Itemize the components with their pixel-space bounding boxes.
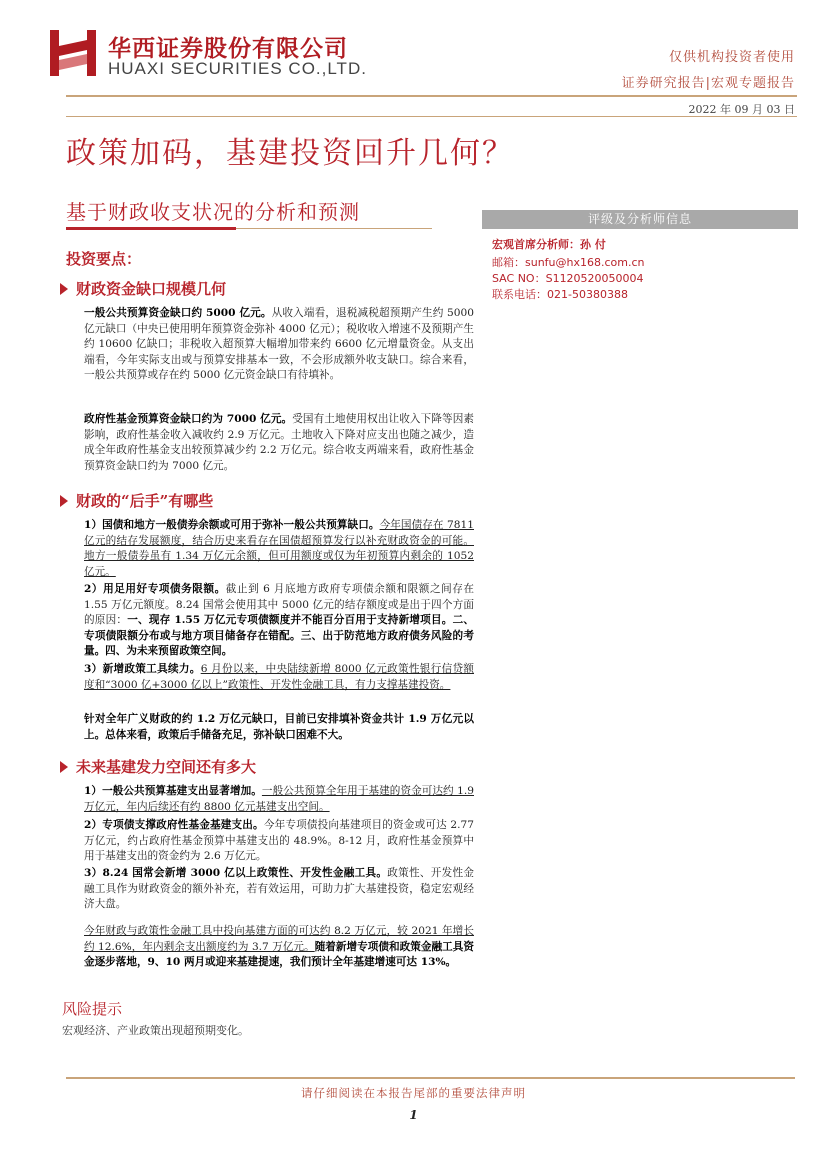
triangle-bullet-icon bbox=[60, 761, 68, 773]
date-divider bbox=[66, 116, 797, 117]
analyst-email[interactable]: 邮箱：sunfu@hx168.com.cn bbox=[492, 256, 645, 269]
paragraph-budget-gap: 一般公共预算资金缺口约 5000 亿元。从收入端看，退税减税超预期产生约 5000 亿元缺口（中央已使用明年预算资金弥补 4000 亿元）；税收收入增速不及预期产生约 10600 亿缺口；非税收入超预算大幅增加带来约 6600 亿元增量资金。从支出端看，今年实际支出或与预算安排基本一致，不会形成额外收支缺口。综合来看，一般公共预算或存在约 5000 亿元资金缺口有待填补。 bbox=[84, 307, 474, 382]
report-title: 政策加码，基建投资回升几何？ bbox=[66, 136, 514, 171]
paragraph-special-bond-infra: 2）专项债支撑政府性基金基建支出。今年专项债投向基建项目的资金或可达 2.77 万亿元，约占政府性基金预算中基建支出的 48.9%。8-12 月，政府性基金预算中用于基建支出的资金约为 2.6 万亿元。 bbox=[84, 819, 474, 863]
analyst-phone: 联系电话：021-50380388 bbox=[492, 288, 628, 301]
report-type-tag: 证券研究报告|宏观专题报告 bbox=[621, 76, 795, 91]
footer-divider bbox=[66, 1077, 795, 1079]
paragraph-broad-fiscal-summary: 针对全年广义财政的约 1.2 万亿元缺口，目前已安排填补资金共计 1.9 万亿元以上。总体来看，政策后手储备充足，弥补缺口困难不大。 bbox=[84, 713, 474, 741]
page-number: 1 bbox=[409, 1108, 418, 1122]
report-date: 2022 年 09 月 03 日 bbox=[688, 103, 795, 116]
paragraph-special-bonds: 2）用足用好专项债务限额。截止到 6 月底地方政府专项债余额和限额之间存在 1.55 万亿元额度。8.24 国常会使用其中 5000 亿元的结存额度或是出于四个方面的原因：一、现存 1.55 万亿元专项债额度并不能百分百用于支持新增项目。二、专项债限额分布或与地方项目储备存在错配。三、出于防范地方政府债务风险的考量。四、为未来预留政策空间。 bbox=[84, 583, 474, 658]
paragraph-infra-forecast: 今年财政与政策性金融工具中投向基建方面的可达约 8.2 万亿元，较 2021 年增长约 12.6%，年内剩余支出额度约为 3.7 万亿元。随着新增专项债和政策金融工具资金逐步落地，9、10 两月或迎来基建提速，我们预计全年基建增速可达 13%。 bbox=[84, 925, 474, 969]
section-heading-3: 未来基建发力空间还有多大 bbox=[60, 756, 256, 777]
key-points-heading: 投资要点： bbox=[66, 250, 142, 268]
risk-text: 宏观经济、产业政策出现超预期变化。 bbox=[62, 1024, 249, 1037]
paragraph-fund-gap: 政府性基金预算资金缺口约为 7000 亿元。受国有土地使用权出让收入下降等因素影响，政府性基金收入减收约 2.9 万亿元。土地收入下降对应支出也随之减少，造成全年政府性基金支出较预算减少约 2.2 万亿元。综合收支两端来看，政府性基金预算资金缺口约为 7000 亿元。 bbox=[84, 413, 474, 472]
paragraph-general-budget-infra: 1）一般公共预算基建支出显著增加。一般公共预算全年用于基建的资金可达约 1.9 万亿元，年内后续还有约 8800 亿元基建支出空间。 bbox=[84, 785, 474, 813]
legal-notice: 请仔细阅读在本报告尾部的重要法律声明 bbox=[301, 1086, 526, 1100]
report-subtitle: 基于财政收支状况的分析和预测 bbox=[66, 200, 360, 224]
subtitle-accent-bar bbox=[66, 227, 236, 230]
section-heading-2: 财政的“后手”有哪些 bbox=[60, 490, 213, 511]
company-name-cn: 华西证券股份有限公司 bbox=[108, 36, 348, 62]
triangle-bullet-icon bbox=[60, 283, 68, 295]
header-divider bbox=[66, 95, 797, 97]
triangle-bullet-icon bbox=[60, 495, 68, 507]
audience-tag: 仅供机构投资者使用 bbox=[668, 50, 795, 65]
paragraph-financial-tools: 3）8.24 国常会新增 3000 亿以上政策性、开发性金融工具。政策性、开发性金融工具作为财政资金的额外补充，若有效运用，可助力扩大基建投资，稳定宏观经济大盘。 bbox=[84, 867, 474, 911]
analyst-sac-no: SAC NO：S1120520050004 bbox=[492, 272, 644, 285]
company-name-en: HUAXI SECURITIES CO.,LTD. bbox=[108, 59, 367, 78]
company-logo-icon bbox=[50, 30, 96, 76]
analyst-info-header: 评级及分析师信息 bbox=[482, 210, 798, 229]
paragraph-policy-tools: 3）新增政策工具续力。6 月份以来，中央陆续新增 8000 亿元政策性银行信贷额度和“3000 亿+3000 亿以上”政策性、开发性金融工具，有力支撑基建投资。 bbox=[84, 663, 474, 691]
risk-heading: 风险提示 bbox=[62, 1000, 123, 1018]
paragraph-treasury-bonds: 1）国债和地方一般债券余额或可用于弥补一般公共预算缺口。今年国债存在 7811 亿元的结存发展额度，结合历史来看存在国债超预算发行以补充财政资金的可能。地方一般债券虽有 1.34 万亿元余额，但可用额度或仅为年初预算内剩余的 1052 亿元。 bbox=[84, 519, 474, 578]
section-heading-1: 财政资金缺口规模几何 bbox=[60, 278, 226, 299]
analyst-name: 宏观首席分析师：孙 付 bbox=[492, 238, 606, 251]
